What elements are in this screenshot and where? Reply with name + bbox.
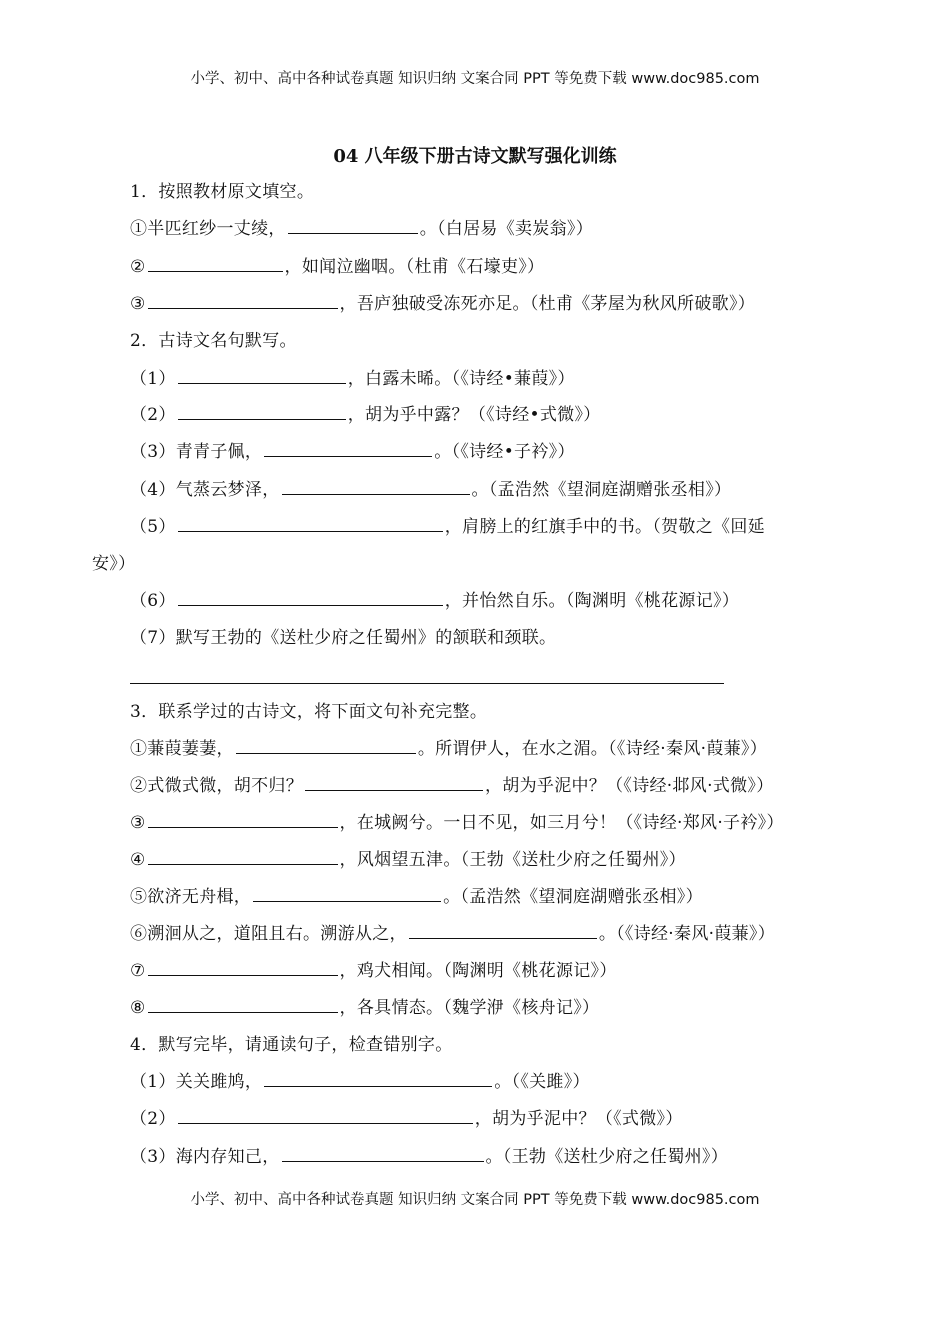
header-banner: 小学、初中、高中各种试卷真题 知识归纳 文案合同 PPT 等免费下载 www.doc985.com: [190, 71, 760, 87]
q3-item-2-pre: ②式微式微，胡不归？: [130, 776, 303, 796]
q4-item-2: [130, 1107, 683, 1131]
q3-item-7-blank[interactable]: [148, 959, 338, 976]
q3-item-8-blank[interactable]: [148, 996, 338, 1013]
q4-item-2-pre: （2）: [130, 1109, 176, 1129]
q4-item-1-pre: （1）关关雎鸠，: [130, 1072, 263, 1092]
q3-item-1: [130, 737, 767, 761]
q1-item-1-post: 。（白居易《卖炭翁》）: [419, 219, 594, 239]
q4-item-3: [130, 1145, 728, 1169]
q2-item-5: [130, 515, 765, 539]
q3-item-8-post: ，各具情态。（魏学洢《核舟记》）: [339, 998, 600, 1018]
q3-item-4: [130, 848, 686, 872]
q3-item-4-blank[interactable]: [148, 848, 338, 865]
q2-item-5-wrap: 安》）: [92, 554, 136, 574]
q3-item-7-pre: ⑦: [130, 961, 146, 981]
q2-item-1: [130, 367, 575, 391]
q2-item-3-blank[interactable]: [264, 440, 432, 457]
q1-item-2-post: ，如闻泣幽咽。（杜甫《石壕吏》）: [284, 257, 545, 277]
q3-item-6-blank[interactable]: [409, 922, 597, 939]
q2-item-2-post: ，胡为乎中露？（《诗经•式微》）: [347, 405, 601, 425]
q3-item-4-post: ，风烟望五津。（王勃《送杜少府之任蜀州》）: [339, 850, 686, 870]
q2-item-6: [130, 589, 739, 613]
q3-item-3-pre: ③: [130, 813, 146, 833]
q2-item-6-blank[interactable]: [178, 589, 443, 606]
q2-item-1-post: ，白露未晞。（《诗经•蒹葭》）: [347, 369, 575, 389]
q3-item-1-pre: ①蒹葭萋萋，: [130, 739, 234, 759]
q2-item-6-post: ，并怡然自乐。（陶渊明《桃花源记》）: [444, 591, 740, 611]
q3-item-8: [130, 996, 599, 1020]
q1-item-1-blank[interactable]: [288, 217, 418, 234]
q3-item-6: [130, 922, 775, 946]
q3-item-3: [130, 811, 784, 835]
q4-item-3-pre: （3）海内存知己，: [130, 1147, 280, 1167]
q3-item-2-post: ，胡为乎泥中？（《诗经·邶风·式微》）: [485, 776, 774, 796]
q2-item-2-blank[interactable]: [178, 403, 346, 420]
q2-item-6-pre: （6）: [130, 591, 176, 611]
q1-item-3-blank[interactable]: [148, 292, 338, 309]
q3-item-6-pre: ⑥溯洄从之，道阻且右。溯游从之，: [130, 924, 407, 944]
q2-item-7-answer-line[interactable]: [130, 683, 724, 684]
q3-stem: 3．联系学过的古诗文，将下面文句补充完整。: [130, 702, 488, 722]
q1-item-1-pre: ①半匹红纱一丈绫，: [130, 219, 286, 239]
q1-item-2: [130, 255, 544, 279]
q2-item-3-post: 。（《诗经•子衿》）: [434, 442, 575, 462]
q4-item-2-blank[interactable]: [178, 1107, 473, 1124]
q2-item-2: [130, 403, 601, 427]
q2-item-5-pre: （5）: [130, 517, 176, 537]
q2-stem: 2．古诗文名句默写。: [130, 331, 297, 351]
q4-item-1-post: 。（《关雎》）: [494, 1072, 590, 1092]
q3-item-2: [130, 774, 774, 798]
q1-item-3-pre: ③: [130, 294, 146, 314]
q2-item-4-pre: （4）气蒸云梦泽，: [130, 480, 280, 500]
q3-item-4-pre: ④: [130, 850, 146, 870]
q4-stem: 4．默写完毕，请通读句子，检查错别字。: [130, 1035, 453, 1055]
q1-item-3-post: ，吾庐独破受冻死亦足。（杜甫《茅屋为秋风所破歌》）: [339, 294, 756, 314]
q3-item-5-blank[interactable]: [253, 885, 441, 902]
q2-item-7: （7）默写王勃的《送杜少府之任蜀州》的颔联和颈联。: [130, 628, 557, 648]
q3-item-1-post: 。所谓伊人，在水之湄。（《诗经·秦风·葭蒹》）: [417, 739, 768, 759]
q2-item-4: [130, 478, 731, 502]
q4-item-1: [130, 1070, 590, 1094]
q3-item-7-post: ，鸡犬相闻。（陶渊明《桃花源记》）: [339, 961, 617, 981]
q2-item-3-pre: （3）青青子佩，: [130, 442, 263, 462]
q2-item-5-blank[interactable]: [178, 515, 443, 532]
q3-item-6-post: 。（《诗经·秦风·葭蒹》）: [598, 924, 776, 944]
q1-stem: 1．按照教材原文填空。: [130, 182, 315, 202]
q4-item-3-post: 。（王勃《送杜少府之任蜀州》）: [485, 1147, 729, 1167]
page-title: 04 八年级下册古诗文默写强化训练: [333, 146, 617, 167]
footer-banner: 小学、初中、高中各种试卷真题 知识归纳 文案合同 PPT 等免费下载 www.doc985.com: [190, 1192, 760, 1208]
q3-item-2-blank[interactable]: [305, 774, 483, 791]
q1-item-1: [130, 217, 593, 241]
q3-item-1-blank[interactable]: [236, 737, 416, 754]
q3-item-5-pre: ⑤欲济无舟楫，: [130, 887, 252, 907]
q4-item-1-blank[interactable]: [264, 1070, 492, 1087]
q2-item-4-post: 。（孟浩然《望洞庭湖赠张丞相》）: [471, 480, 732, 500]
q3-item-7: [130, 959, 617, 983]
q2-item-3: [130, 440, 575, 464]
q4-item-2-post: ，胡为乎泥中？（《式微》）: [474, 1109, 683, 1129]
q4-item-3-blank[interactable]: [282, 1145, 484, 1162]
q2-item-2-pre: （2）: [130, 405, 176, 425]
q2-item-5-post: ，肩膀上的红旗手中的书。（贺敬之《回延: [444, 517, 765, 537]
q2-item-4-blank[interactable]: [282, 478, 470, 495]
q1-item-3: [130, 292, 755, 316]
q3-item-5: [130, 885, 703, 909]
q3-item-5-post: 。（孟浩然《望洞庭湖赠张丞相》）: [443, 887, 703, 907]
q2-item-1-pre: （1）: [130, 369, 176, 389]
q3-item-3-blank[interactable]: [148, 811, 338, 828]
q1-item-2-blank[interactable]: [148, 255, 283, 272]
q1-item-2-pre: ②: [130, 257, 146, 277]
q2-item-1-blank[interactable]: [178, 367, 346, 384]
q3-item-3-post: ，在城阙兮。一日不见，如三月兮！（《诗经·郑风·子衿》）: [339, 813, 784, 833]
q3-item-8-pre: ⑧: [130, 998, 146, 1018]
